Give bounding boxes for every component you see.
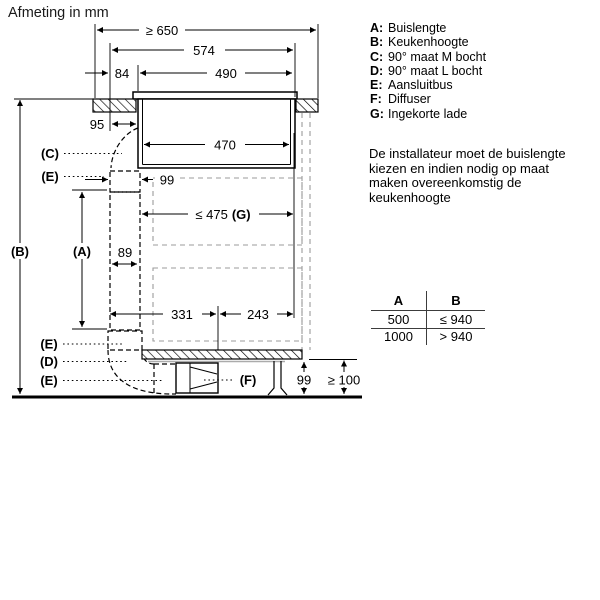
svg-text:(B): (B) [10,244,30,259]
installer-note [369,147,566,205]
hob-body [138,99,295,168]
dim-diffuser-height [292,362,316,394]
svg-text:84: 84 [114,66,130,81]
hob-structure [14,92,318,168]
svg-text:(A): (A) [72,244,92,259]
note-line: maken overeenkomstig de [369,175,522,191]
cabinet-bottom-panel [142,350,302,359]
hob-top-plate [133,92,297,99]
dim-duct-left-offset [90,117,136,132]
note-line: keukenhoogte [369,189,451,205]
svg-text:(D): (D) [39,354,59,369]
svg-text:(C): (C) [40,146,60,161]
svg-text:243: 243 [247,307,269,322]
svg-text:89: 89 [117,245,133,260]
callout-D [40,354,127,369]
dim-pipe-length-A [67,192,97,327]
legend-item: F: Diffuser [370,92,431,107]
svg-text:99: 99 [296,372,312,388]
callout-E-bottom [40,373,162,388]
svg-text:(F): (F) [239,372,257,388]
callout-E-top [41,169,104,184]
svg-text:(E): (E) [41,169,59,184]
worktop-left [93,99,136,112]
dim-shortened-drawer [142,206,293,222]
dim-kitchen-height-B [5,100,35,394]
worktop-right [296,99,318,112]
table-row [371,311,485,329]
note-line: kiezen en indien nodig op maat [369,160,549,176]
duct [110,192,140,330]
svg-text:≤ 475(G): ≤ 475 (G) [195,206,251,222]
table-row [371,328,485,345]
callout-C [41,146,122,161]
legend [370,21,486,121]
legend-item: A: Buislengte [370,21,447,35]
dim-cutout-width [112,43,293,58]
callout-E-middle [40,337,124,352]
dim-left-offset [85,66,129,81]
legend-item: E: Aansluitbus [370,78,453,93]
legend-item: D: 90° maat L bocht [370,63,483,78]
legend-item: C: 90° maat M bocht [370,49,487,64]
cabinet-foot [268,361,287,395]
svg-text:574: 574 [193,43,215,58]
bend-m-arc [111,128,138,168]
dim-plinth-clearance [324,361,365,395]
svg-text:(E): (E) [40,336,58,352]
svg-text:490: 490 [215,66,237,81]
svg-text:99: 99 [159,172,175,188]
note-line: De installateur moet de buislengte [369,146,566,161]
dim-connector-width [85,172,180,188]
diffuser [176,363,218,393]
svg-text:95: 95 [89,117,105,132]
spec-cell: 500 [371,311,427,329]
dim-hob-width [140,66,292,81]
floor-line [12,396,362,399]
dim-duct-width [112,245,137,264]
svg-text:≥ 650: ≥ 650 [145,23,179,38]
connector-top [110,171,140,192]
svg-text:331: 331 [171,307,193,322]
svg-text:(E): (E) [40,373,58,388]
legend-item: B: Keukenhoogte [370,35,469,50]
dim-worktop-min-width [97,23,316,38]
connector-bottom [108,331,142,350]
dim-duct-to-diffuser [110,307,216,322]
spec-cell: 1000 [371,328,427,345]
legend-item: G: Ingekorte lade [370,106,468,121]
spec-cell: ≤ 940 [427,311,486,329]
svg-text:470: 470 [214,137,236,153]
spec-cell: > 940 [439,329,473,345]
dim-diffuser-to-wall [220,307,293,322]
page-title: Afmeting in mm [8,5,109,21]
spec-table [371,291,485,345]
spec-table-header-b: B [427,291,486,311]
svg-text:≥ 100: ≥ 100 [327,372,361,388]
spec-table-header-a: A [371,291,427,311]
